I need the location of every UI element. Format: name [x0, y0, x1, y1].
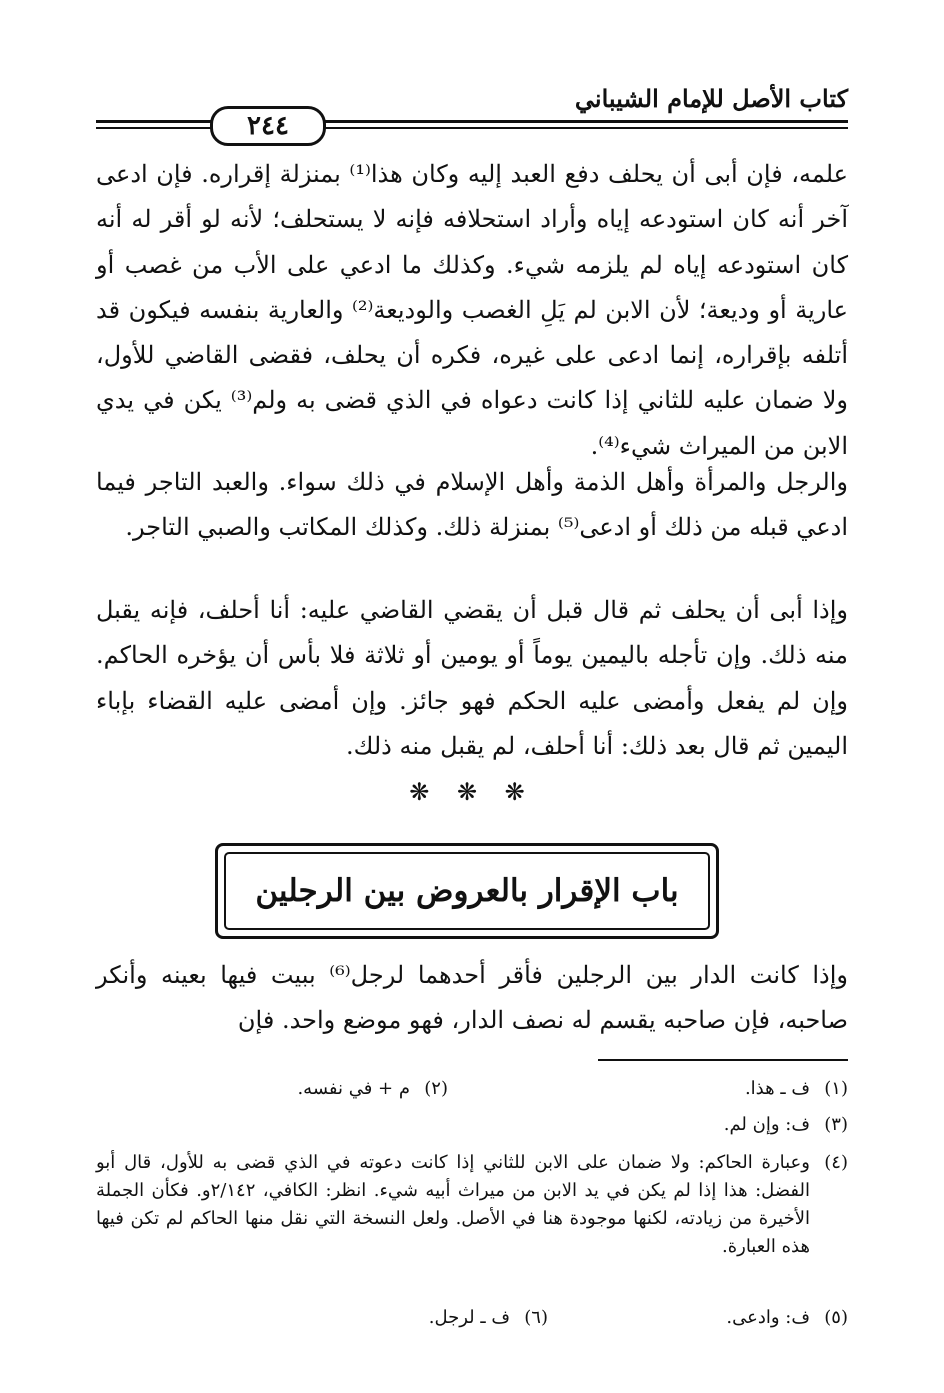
footnote-number: (٦) [524, 1307, 548, 1328]
footnote-text: ف ـ لرجل. [428, 1307, 510, 1328]
paragraph-1: علمه، فإن أبى أن يحلف دفع العبد إليه وكان هذا⁽¹⁾ بمنزلة إقراره. فإن ادعى آخر أنه كان استودعه إياه وأراد استحلافه فإنه لا يستحلف؛ لأنه لو أقر له أنه كان استودعه إياه لم يلزمه شيء. وكذلك ما ادعي على الأب من غصب أو عارية أو وديعة؛ لأن الابن لم يَلِ الغصب والوديعة⁽²⁾ والعارية بنفسه فيكون قد أتلفه بإقراره، إنما ادعى على غيره، فكره أن يحلف، فقضى القاضي للأول، ولا ضمان عليه للثاني إذا كانت دعواه في الذي قضى به ولم⁽³⁾ يكن في يدي الابن من الميراث شيء⁽⁴⁾. [96, 160, 848, 460]
section-separator: ❋ ❋ ❋ [409, 778, 535, 806]
header-rule-thin [96, 127, 848, 129]
footnote-text: وعبارة الحاكم: ولا ضمان على الابن للثاني إذا كانت دعوته في الذي قضى به للأول، قال أبو الفضل: هذا إذا لم يكن في يد الابن من ميراث أبيه شيء. انظر: الكافي، ٢/١٤٢و. فكأن الجملة الأخيرة من زيادته، لكنها موجودة هنا في الأصل. ولعل النسخة التي نقل منها الحاكم لم تكن فيها هذه العبارة. [96, 1152, 810, 1257]
footnote-number: (٤) [824, 1152, 848, 1173]
paragraph-3: وإذا أبى أن يحلف ثم قال قبل أن يقضي القاضي عليه: أنا أحلف، فإنه يقبل منه ذلك. وإن تأجله باليمين يوماً أو يومين أو ثلاثة فلا بأس أن يؤخره الحاكم. وإن لم يفعل وأمضى عليه الحكم فهو جائز. وإن أمضى عليه القضاء بإباء اليمين ثم قال بعد ذلك: أنا أحلف، لم يقبل منه ذلك. [96, 596, 848, 760]
running-header-title: كتاب الأصل للإمام الشيباني [574, 84, 848, 113]
page-number-badge [210, 106, 326, 146]
main-text [96, 152, 848, 762]
footnote-text: ف: وإن لم. [723, 1114, 810, 1135]
footnote-text: ف: وادعى. [726, 1307, 810, 1328]
page-number: ٢٤٤ [247, 111, 289, 141]
paragraph-chapter: وإذا كانت الدار بين الرجلين فأقر أحدهما لرجل⁽⁶⁾ ببيت فيها بعينه وأنكر صاحبه، فإن صاحبه يقسم له نصف الدار، فهو موضع واحد. فإن [96, 961, 849, 1034]
header-rule [96, 120, 848, 123]
chapter-title: باب الإقرار بالعروض بين الرجلين [255, 873, 679, 909]
footnote-text: م + في نفسه. [297, 1078, 410, 1099]
footnote-number: (٣) [824, 1114, 848, 1135]
footnote-separator [598, 1059, 848, 1061]
paragraph-2: والرجل والمرأة وأهل الذمة وأهل الإسلام في ذلك سواء. والعبد التاجر فيما ادعي قبله من ذلك أو ادعى⁽⁵⁾ بمنزلة ذلك. وكذلك المكاتب والصبي التاجر. [96, 468, 849, 542]
chapter-heading-frame [215, 843, 719, 939]
footnote-text: ف ـ هذا. [744, 1078, 810, 1099]
footnote-number: (١) [824, 1078, 848, 1099]
footnote-number: (٥) [824, 1307, 848, 1328]
footnote-number: (٢) [424, 1078, 448, 1099]
chapter-text [96, 953, 848, 1048]
